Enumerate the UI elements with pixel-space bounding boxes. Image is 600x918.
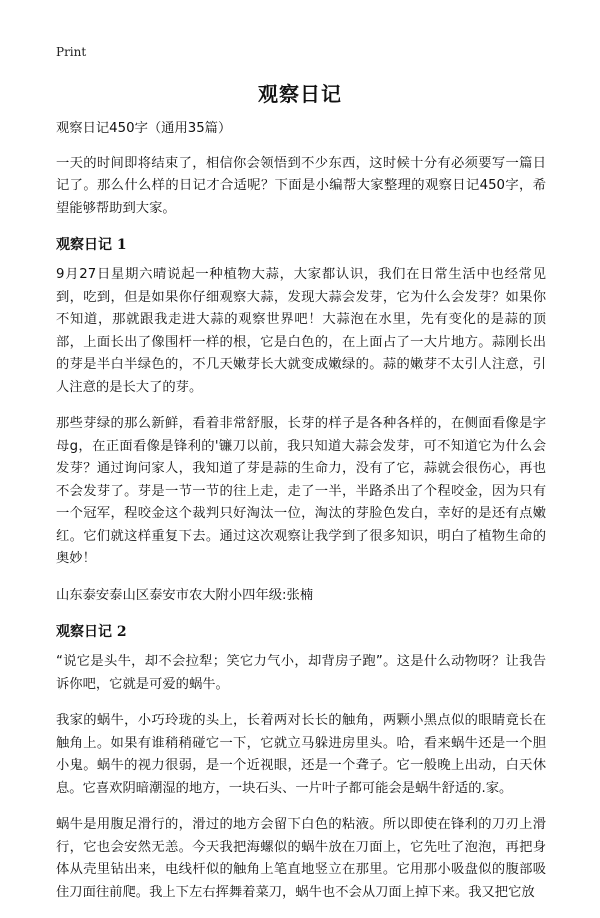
section-2-paragraph-3: 蜗牛是用腹足滑行的，滑过的地方会留下白色的粘液。所以即使在锋利的刀刃上滑行，它也会安然无恙。今天我把海螺似的蜗牛放在刀面上，它先吐了泡泡，再把身体从壳里钻出来，电线杆似的触角上笔直地竖立在那里。它用那小吸盘似的腹部吸住刀面往前爬。我上下左右挥舞着菜刀，蜗牛也不会从刀面上掉下来。我又把它放 xyxy=(56,817,546,900)
section-1-paragraph-1: 9月27日星期六晴说起一种植物大蒜，大家都认识，我们在日常生活中也经常见到，吃到，但是如果你仔细观察大蒜，发现大蒜会发芽，它为什么会发芽？如果你不知道，那就跟我走进大蒜的观察世界吧！大蒜泡在水里，先有变化的是蒜的顶部，上面长出了像围杆一样的根，它是白色的，在上面占了一大片地方。蒜刚长出的芽是半白半绿色的，不几天嫩芽长大就变成嫩绿的。蒜的嫩芽不太引人注意，引人注意的是长大了的芽。 xyxy=(56,267,546,395)
section-1-paragraph-2: 那些芽绿的那么新鲜，看着非常舒服，长芽的样子是各种各样的，在侧面看像是字母g，在正面看像是锋利的'镰刀以前，我只知道大蒜会发芽，可不知道它为什么会发芽？通过询问家人，我知道了芽是蒜的生命力，没有了它，蒜就会很伤心，再也不会发芽了。芽是一节一节的往上走，走了一半，半路杀出了个程咬金，因为只有一个冠军，程咬金这个裁判只好淘汰一位，淘汰的芽脸色发白，幸好的是还有点嫩红。它们就这样重复下去。通过这次观察让我学到了很多知识，明白了植物生命的奥妙！ xyxy=(56,416,546,566)
page-title: 观察日记 xyxy=(258,82,342,106)
article-body xyxy=(56,118,546,918)
section-2-paragraph-2: 我家的蜗牛，小巧玲珑的头上，长着两对长长的触角，两颗小黑点似的眼睛竟长在触角上。如果有谁稍稍碰它一下，它就立马躲进房里头。哈，看来蜗牛还是一个胆小鬼。蜗牛的视力很弱，是一个近视眼，还是一个聋子。它一般晚上出动，白天休息。它喜欢阴暗潮湿的地方，一块石头、一片叶子都可能会是蜗牛舒适的.家。 xyxy=(56,713,546,796)
section-2-paragraph-1: “说它是头牛，却不会拉犁；笑它力气小，却背房子跑”。这是什么动物呀？让我告诉你吧，它就是可爱的蜗牛。 xyxy=(56,654,546,692)
section-1-signature: 山东泰安泰山区泰安市农大附小四年级:张楠 xyxy=(56,587,314,603)
article-subtitle: 观察日记450字（通用35篇） xyxy=(56,121,232,136)
section-heading-2: 观察日记 2 xyxy=(56,624,127,640)
print-link[interactable]: Print xyxy=(56,45,87,59)
section-heading-1: 观察日记 1 xyxy=(56,237,127,253)
intro-paragraph: 一天的时间即将结束了，相信你会领悟到不少东西，这时候十分有必须要写一篇日记了。那么什么样的日记才合适呢？下面是小编帮大家整理的观察日记450字，希望能够帮助到大家。 xyxy=(56,155,546,216)
